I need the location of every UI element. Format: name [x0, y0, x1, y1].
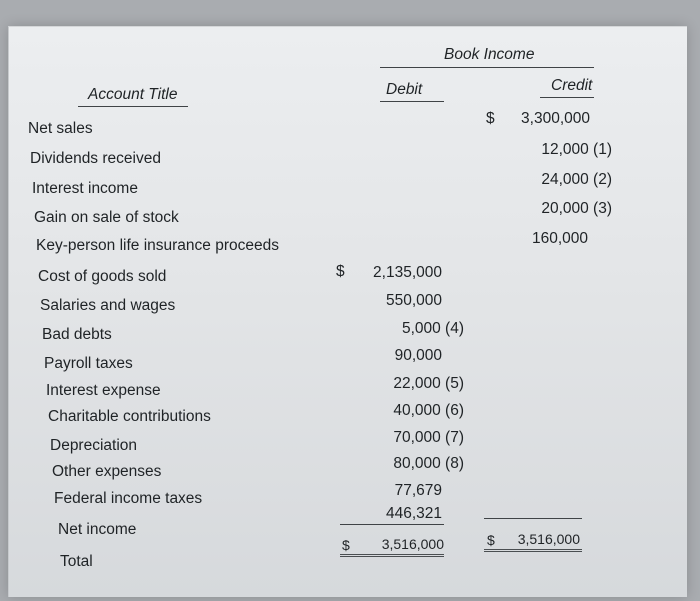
account-title-underline	[78, 106, 188, 107]
credit-dollar-sign: $	[486, 110, 495, 127]
debit-total-top-rule	[340, 524, 444, 525]
credit-total-double-rule	[484, 549, 582, 552]
account-payroll-taxes: Payroll taxes	[44, 355, 133, 372]
debit-federal-income-taxes: 77,679	[394, 482, 442, 499]
debit-payroll-taxes: 90,000	[394, 347, 442, 364]
debit-depreciation: 70,000 (7)	[393, 429, 464, 446]
debit-salaries-and-wages: 550,000	[385, 292, 442, 309]
debit-cost-of-goods-sold: 2,135,000	[373, 264, 442, 281]
debit-other-expenses: 80,000 (8)	[393, 455, 464, 472]
debit-total-dollar-sign: $	[342, 537, 350, 553]
credit-interest-income: 24,000 (2)	[541, 171, 612, 188]
debit-charitable-contributions: 40,000 (6)	[393, 402, 464, 419]
account-net-sales: Net sales	[28, 120, 93, 137]
account-bad-debts: Bad debts	[42, 326, 112, 343]
debit-heading: Debit	[386, 81, 423, 98]
credit-total: 3,516,000	[517, 531, 580, 547]
debit-net-income: 446,321	[385, 505, 442, 522]
account-gain-on-sale: Gain on sale of stock	[34, 209, 179, 226]
account-interest-expense: Interest expense	[46, 382, 161, 399]
account-dividends-received: Dividends received	[30, 150, 161, 167]
credit-heading: Credit	[551, 77, 593, 94]
debit-interest-expense: 22,000 (5)	[393, 375, 464, 392]
debit-total-double-rule	[340, 554, 444, 557]
debit-dollar-sign: $	[336, 263, 345, 280]
account-cost-of-goods-sold: Cost of goods sold	[38, 268, 167, 285]
account-title-heading: Account Title	[88, 86, 178, 103]
credit-underline	[540, 97, 594, 98]
credit-total-top-rule	[484, 518, 582, 519]
credit-gain-on-sale: 20,000 (3)	[541, 200, 612, 217]
account-key-person-insurance: Key-person life insurance proceeds	[36, 237, 279, 254]
account-interest-income: Interest income	[32, 180, 138, 197]
credit-net-sales: 3,300,000	[521, 110, 590, 127]
credit-dividends-received: 12,000 (1)	[541, 141, 612, 158]
account-total: Total	[60, 553, 93, 570]
account-federal-income-taxes: Federal income taxes	[54, 490, 203, 507]
debit-bad-debts: 5,000 (4)	[401, 320, 464, 337]
credit-total-dollar-sign: $	[487, 532, 495, 548]
debit-underline	[380, 101, 444, 102]
debit-total: 3,516,000	[381, 536, 444, 552]
account-charitable-contributions: Charitable contributions	[48, 408, 211, 425]
book-income-underline	[380, 67, 594, 68]
credit-key-person-insurance: 160,000	[531, 230, 588, 247]
account-other-expenses: Other expenses	[52, 463, 162, 480]
account-salaries-and-wages: Salaries and wages	[40, 297, 176, 314]
account-depreciation: Depreciation	[50, 437, 138, 454]
account-net-income: Net income	[58, 521, 137, 538]
book-income-heading: Book Income	[444, 46, 535, 63]
